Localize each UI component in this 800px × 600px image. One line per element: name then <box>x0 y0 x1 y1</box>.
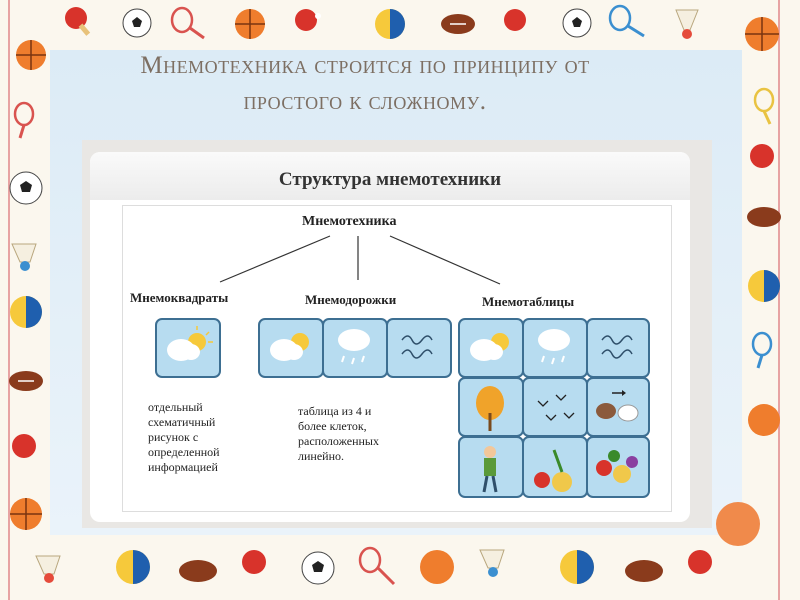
mnemotable-cell-3-3 <box>586 436 650 498</box>
rugby-ball-icon <box>622 556 666 586</box>
slide-title <box>60 48 670 120</box>
branch-label-mnemotracks: Мнемодорожки <box>305 292 397 307</box>
shuttlecock-icon <box>668 4 708 44</box>
basketball-icon <box>416 546 458 588</box>
ping-pong-paddle-icon <box>62 4 96 38</box>
rain-cloud-icon <box>524 320 586 376</box>
tennis-racket-icon <box>606 4 650 38</box>
mnemosquare-description-line: отдельный <box>148 400 203 414</box>
cloud-sun-icon <box>260 320 322 376</box>
mnemotable-cell-3-1 <box>458 436 524 498</box>
shuttlecock-icon <box>6 236 46 276</box>
basketball-icon <box>742 14 782 54</box>
volleyball-icon <box>112 546 154 588</box>
rugby-ball-icon <box>744 202 784 232</box>
mnemotable-cell-2-1 <box>458 377 524 437</box>
tree-connectors <box>210 232 510 287</box>
football-icon <box>6 168 46 208</box>
orange-circle <box>714 500 762 548</box>
tennis-racket-icon <box>744 86 784 126</box>
tennis-racket-icon <box>168 6 208 40</box>
wind-icon <box>588 320 648 376</box>
basketball-icon <box>232 6 268 42</box>
mnemotrack-description-line: более клеток, <box>298 419 367 433</box>
mnemotable-cell-1-2 <box>522 318 588 378</box>
mnemosquare-description <box>148 400 220 475</box>
mnemotable-cell-1-3 <box>586 318 650 378</box>
basketball-icon <box>14 38 48 72</box>
rugby-ball-icon <box>6 366 46 396</box>
mnemotable-cell-2-2 <box>522 377 588 437</box>
cloud-sun-icon <box>460 320 522 376</box>
mnemosquare-description-line: информацией <box>148 460 218 474</box>
volleyball-icon <box>6 292 46 332</box>
volleyball-icon <box>556 546 598 588</box>
mnemotrack-description-line: таблица из 4 и <box>298 404 372 418</box>
branch-label-mnemotables: Мнемотаблицы <box>482 294 575 309</box>
football-icon <box>298 548 338 588</box>
ping-pong-paddle-icon <box>6 430 46 470</box>
mnemosquare-description-line: схематичный <box>148 415 216 429</box>
ping-pong-paddle-icon <box>236 546 276 586</box>
shuttlecock-icon <box>30 548 70 588</box>
mnemotrack-description-line: линейно. <box>298 449 345 463</box>
branch-label-mnemosquares: Мнемоквадраты <box>130 290 229 305</box>
diagram-header: Структура мнемотехники <box>278 169 502 190</box>
basketball-icon <box>744 400 784 440</box>
ping-pong-paddle-icon <box>682 546 722 586</box>
vegetables-icon <box>524 438 586 496</box>
shuttlecock-icon <box>474 542 514 582</box>
rugby-ball-icon <box>176 556 220 586</box>
mnemotable-cell-1-1 <box>458 318 524 378</box>
rain-cloud-icon <box>324 320 386 376</box>
mnemosquare-description-line: рисунок с <box>148 430 199 444</box>
football-icon <box>120 6 154 40</box>
mnemotable-cell-3-2 <box>522 436 588 498</box>
cloud-sun-icon <box>157 320 219 376</box>
hares-icon <box>588 379 648 435</box>
tennis-racket-icon <box>744 330 784 370</box>
slide-title-line-1: Мнемотехника строится по принципу от <box>140 52 590 79</box>
ping-pong-paddle-icon <box>744 140 784 180</box>
basketball-icon <box>6 494 46 534</box>
root-node-label: Мнемотехника <box>302 214 397 229</box>
mnemotrack-description <box>298 404 379 464</box>
mnemosquare-cell <box>155 318 221 378</box>
mnemotrack-cell-1 <box>258 318 324 378</box>
volleyball-icon <box>744 266 784 306</box>
ping-pong-paddle-icon <box>290 6 326 40</box>
mnemotrack-description-line: расположенных <box>298 434 379 448</box>
person-icon <box>460 438 522 496</box>
wind-icon <box>388 320 450 376</box>
volleyball-icon <box>372 6 408 42</box>
tennis-racket-icon <box>6 100 46 140</box>
birds-icon <box>524 379 586 435</box>
tennis-racket-icon <box>354 544 398 588</box>
mnemotrack-cell-2 <box>322 318 388 378</box>
slide-title-line-2: простого к сложному. <box>243 88 487 115</box>
mnemotable-cell-2-3 <box>586 377 650 437</box>
football-icon <box>560 6 594 40</box>
mnemosquare-description-line: определенной <box>148 445 220 459</box>
autumn-tree-icon <box>460 379 522 435</box>
rugby-ball-icon <box>438 10 478 38</box>
fruits-icon <box>588 438 648 496</box>
ping-pong-paddle-icon <box>500 6 534 40</box>
mnemotrack-cell-3 <box>386 318 452 378</box>
